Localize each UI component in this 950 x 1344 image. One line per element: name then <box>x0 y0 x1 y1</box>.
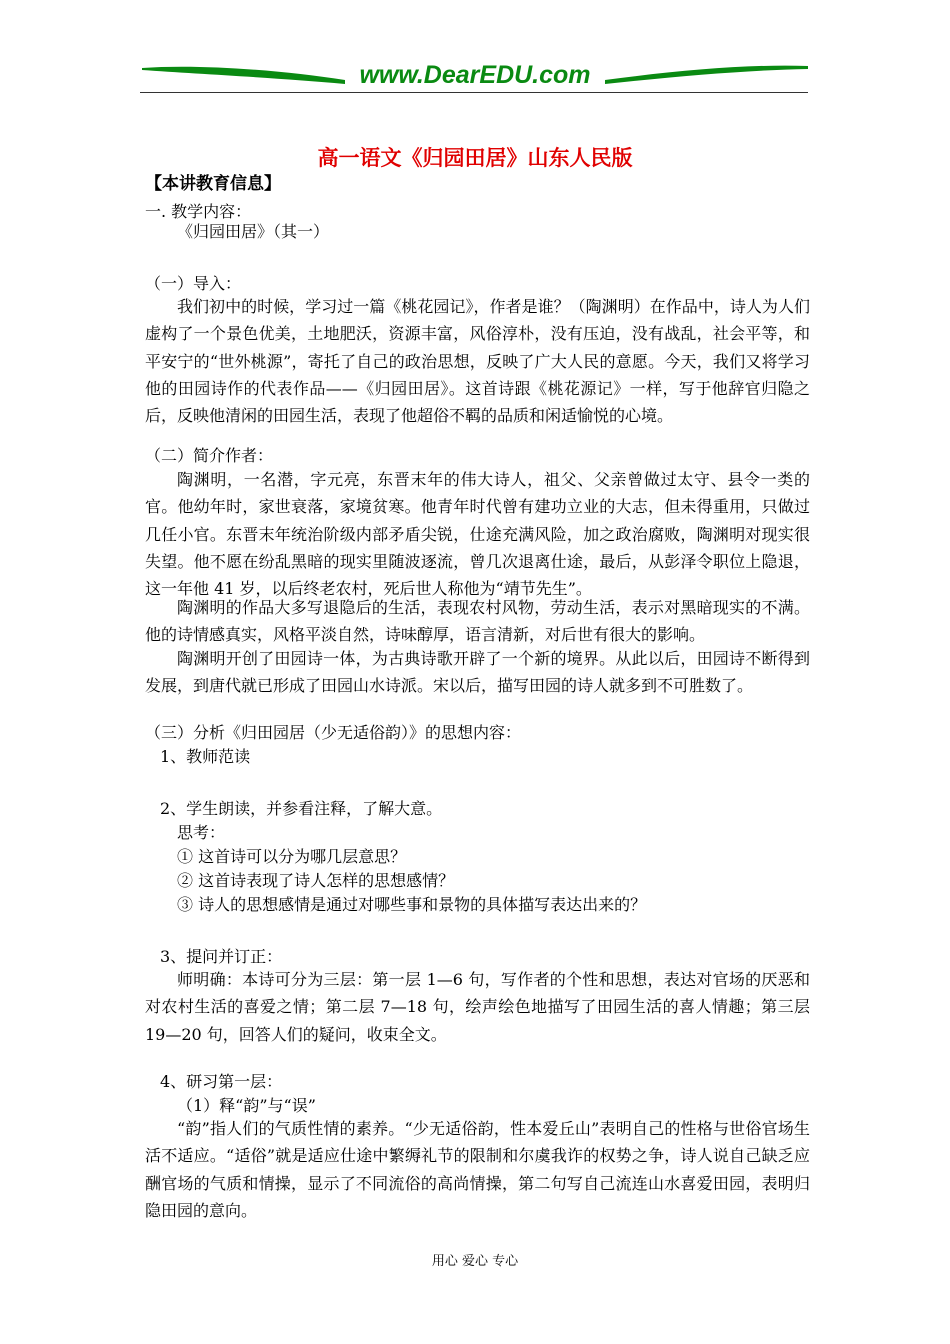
paragraph-yun: “韵”指人们的气质性情的素养。“少无适俗韵，性本爱丘山”表明自己的性格与世俗官场生活不适应。“适俗”就是适应仕途中繁缛礼节的限制和尔虞我诈的权势之争，诗人说自己缺乏应酬官场的气质和情操，显示了不同流俗的高尚情操，第二句写自己流连山水喜爱田园，表明归隐田园的意向。 <box>145 1119 810 1220</box>
step-2: 2、学生朗读，并参看注释，了解大意。 <box>160 799 443 818</box>
question-3: ③ 诗人的思想感情是通过对哪些事和景物的具体描写表达出来的？ <box>177 895 647 914</box>
paragraph-works: 陶渊明的作品大多写退隐后的生活，表现农村风物，劳动生活，表示对黑暗现实的不满。他的诗情感真实，风格平淡自然，诗味醇厚，语言清新，对后世有很大的影响。 <box>145 598 810 645</box>
heading-intro: （一）导入： <box>145 274 242 293</box>
paragraph-intro: 我们初中的时候，学习过一篇《桃花园记》，作者是谁？（陶渊明）在作品中，诗人为人们虚构了一个景色优美，土地肥沃，资源丰富，风俗淳朴，没有压迫，没有战乱，社会平等，和平安宁的“世外桃源”，寄托了自己的政治思想，反映了广大人民的意愿。今天，我们又将学习他的田园诗作的代表作品——《归园田居》。这首诗跟《桃花源记》一样，写于他辞官归隐之后，反映他清闲的田园生活，表现了他超俗不羁的品质和闲适愉悦的心境。 <box>145 297 810 426</box>
line-teaching-content: 一. 教学内容： <box>145 202 252 221</box>
question-1: ① 这首诗可以分为哪几层意思？ <box>177 847 407 866</box>
line-poem-title: 《归园田居》（其一） <box>177 222 330 241</box>
paragraph-answer: 师明确：本诗可分为三层：第一层 1—6 句，写作者的个性和思想，表达对官场的厌恶和对农村生活的喜爱之情；第二层 7—18 句，绘声绘色地描写了田园生活的喜人情趣；第三层 19—20 句，回答人们的疑问，收束全文。 <box>145 970 810 1044</box>
page-footer: 用心 爱心 专心 <box>431 1254 519 1269</box>
step-3: 3、提问并订正： <box>160 947 283 966</box>
header-banner <box>140 58 810 94</box>
section-heading: 【本讲教育信息】 <box>145 174 281 194</box>
site-logo: www.DearEDU.com <box>359 61 591 89</box>
heading-analysis: （三）分析《归田园居（少无适俗韵）》的思想内容： <box>145 723 522 742</box>
step-4: 4、研习第一层： <box>160 1072 283 1091</box>
step-4-sub-1: （1）释“韵”与“误” <box>177 1096 316 1115</box>
page-title: 高一语文《归园田居》山东人民版 <box>317 145 633 170</box>
think-label: 思考： <box>177 823 226 842</box>
paragraph-pastoral: 陶渊明开创了田园诗一体，为古典诗歌开辟了一个新的境界。从此以后，田园诗不断得到发展，到唐代就已形成了田园山水诗派。宋以后，描写田园的诗人就多到不可胜数了。 <box>145 649 810 696</box>
paragraph-author-bio: 陶渊明，一名潜，字元亮，东晋末年的伟大诗人，祖父、父亲曾做过太守、县令一类的官。他幼年时，家世衰落，家境贫寒。他青年时代曾有建功立业的大志，但未得重用，只做过几任小官。东晋末年统治阶级内部矛盾尖锐，仕途充满风险，加之政治腐败，陶渊明对现实很失望。他不愿在纷乱黑暗的现实里随波逐流，曾几次退离仕途，最后，从彭泽令职位上隐退，这一年他 41 岁，以后终老农村，死后世人称他为“靖节先生”。 <box>145 470 810 599</box>
heading-author: （二）简介作者： <box>145 446 274 465</box>
header-divider <box>140 92 808 93</box>
question-2: ② 这首诗表现了诗人怎样的思想感情？ <box>177 871 455 890</box>
step-1: 1、教师范读 <box>160 747 251 766</box>
